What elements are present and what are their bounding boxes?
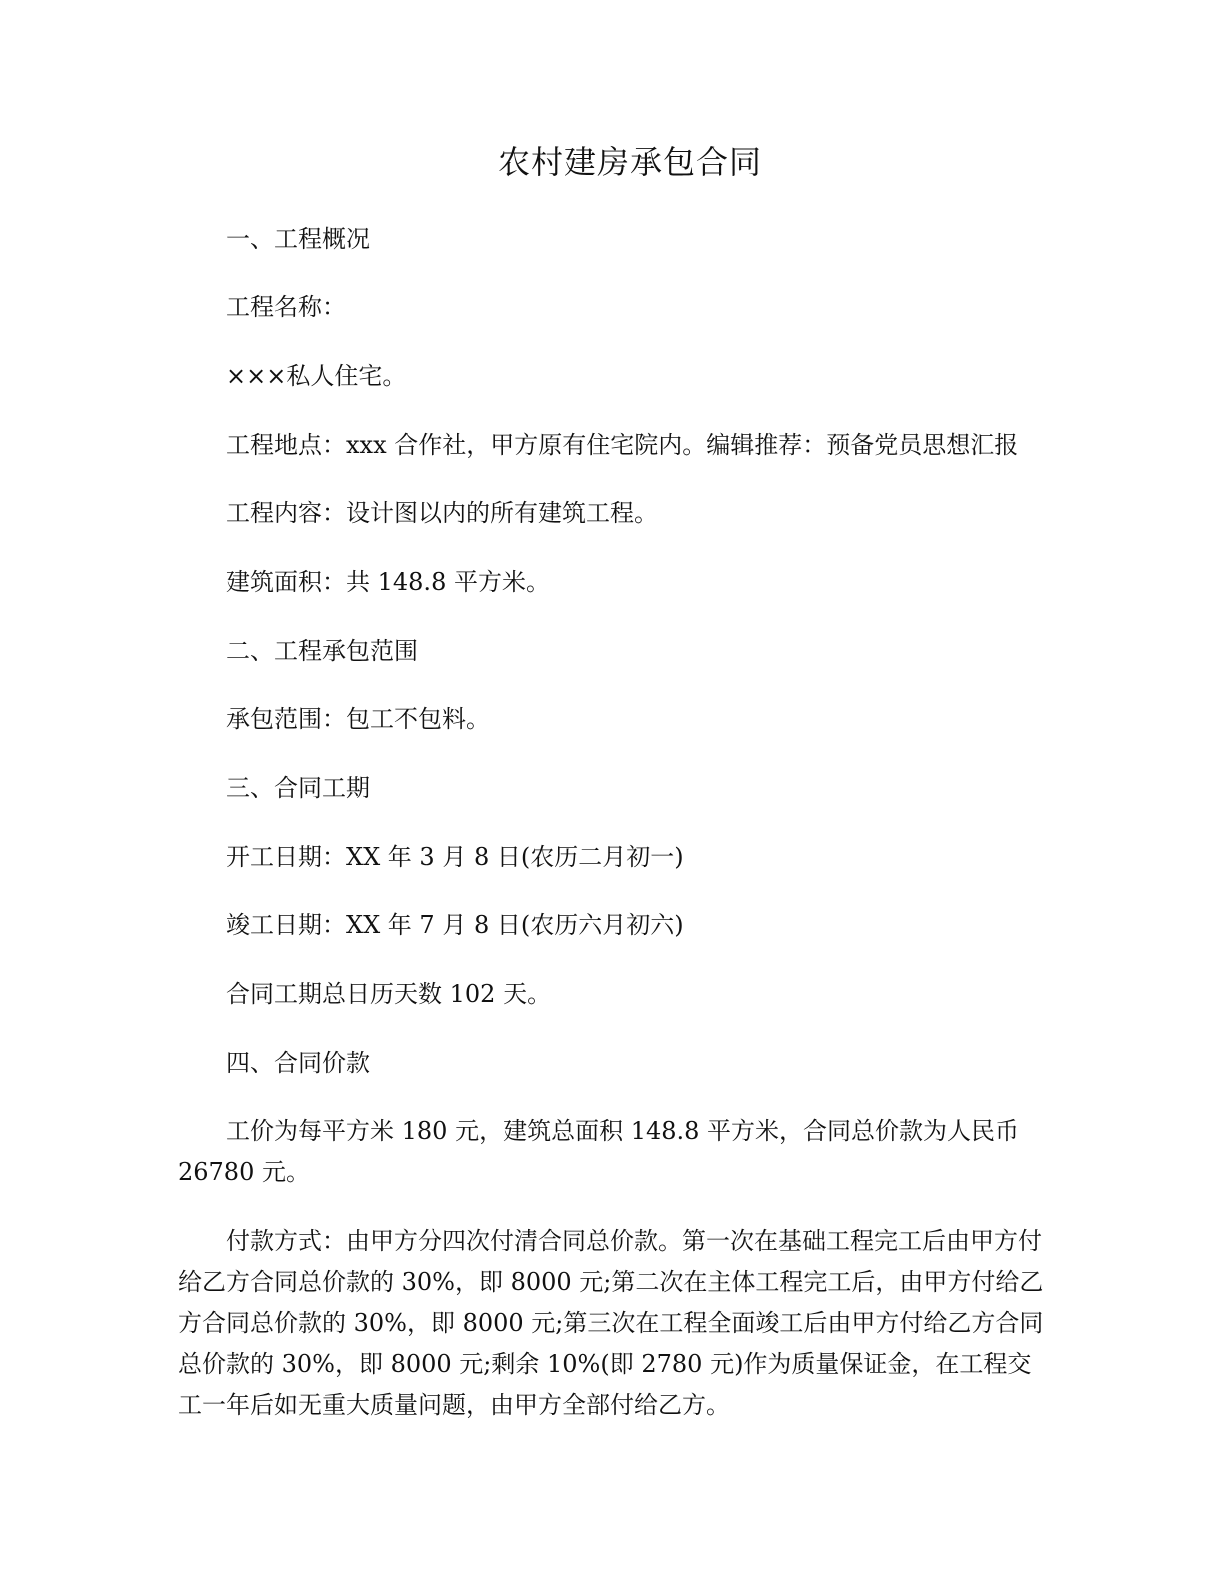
section-heading-price: 四、合同价款 bbox=[226, 1049, 370, 1077]
payment-method-paragraph: 付款方式：由甲方分四次付清合同总价款。第一次在基础工程完工后由甲方付给乙方合同总价款的 30%，即 8000 元;第二次在主体工程完工后，由甲方付给乙方合同总价款的 30%，即 8000 元;第三次在工程全面竣工后由甲方付给乙方合同总价款的 30%，即 8000 元;剩余 10%(即 2780 元)作为质量保证金，在工程交工一年后如无重大质量问题，由甲方全部付给乙方。 bbox=[178, 1227, 1044, 1419]
contract-scope: 承包范围：包工不包料。 bbox=[226, 705, 490, 733]
contract-price-paragraph: 工价为每平方米 180 元，建筑总面积 148.8 平方米，合同总价款为人民币 26780 元。 bbox=[178, 1117, 1020, 1186]
section-heading-overview: 一、工程概况 bbox=[226, 225, 370, 253]
section-heading-scope: 二、工程承包范围 bbox=[226, 637, 418, 665]
start-date: 开工日期：XX 年 3 月 8 日(农历二月初一) bbox=[226, 843, 684, 871]
total-calendar-days: 合同工期总日历天数 102 天。 bbox=[226, 980, 552, 1008]
project-name-value: ×××私人住宅。 bbox=[226, 362, 407, 390]
project-content: 工程内容：设计图以内的所有建筑工程。 bbox=[226, 499, 658, 527]
project-location: 工程地点：xxx 合作社，甲方原有住宅院内。编辑推荐：预备党员思想汇报 bbox=[226, 431, 1019, 459]
document-title: 农村建房承包合同 bbox=[497, 143, 762, 181]
section-heading-period: 三、合同工期 bbox=[226, 774, 370, 802]
project-name-label: 工程名称： bbox=[226, 293, 346, 321]
building-area: 建筑面积：共 148.8 平方米。 bbox=[226, 568, 550, 596]
completion-date: 竣工日期：XX 年 7 月 8 日(农历六月初六) bbox=[226, 911, 684, 939]
